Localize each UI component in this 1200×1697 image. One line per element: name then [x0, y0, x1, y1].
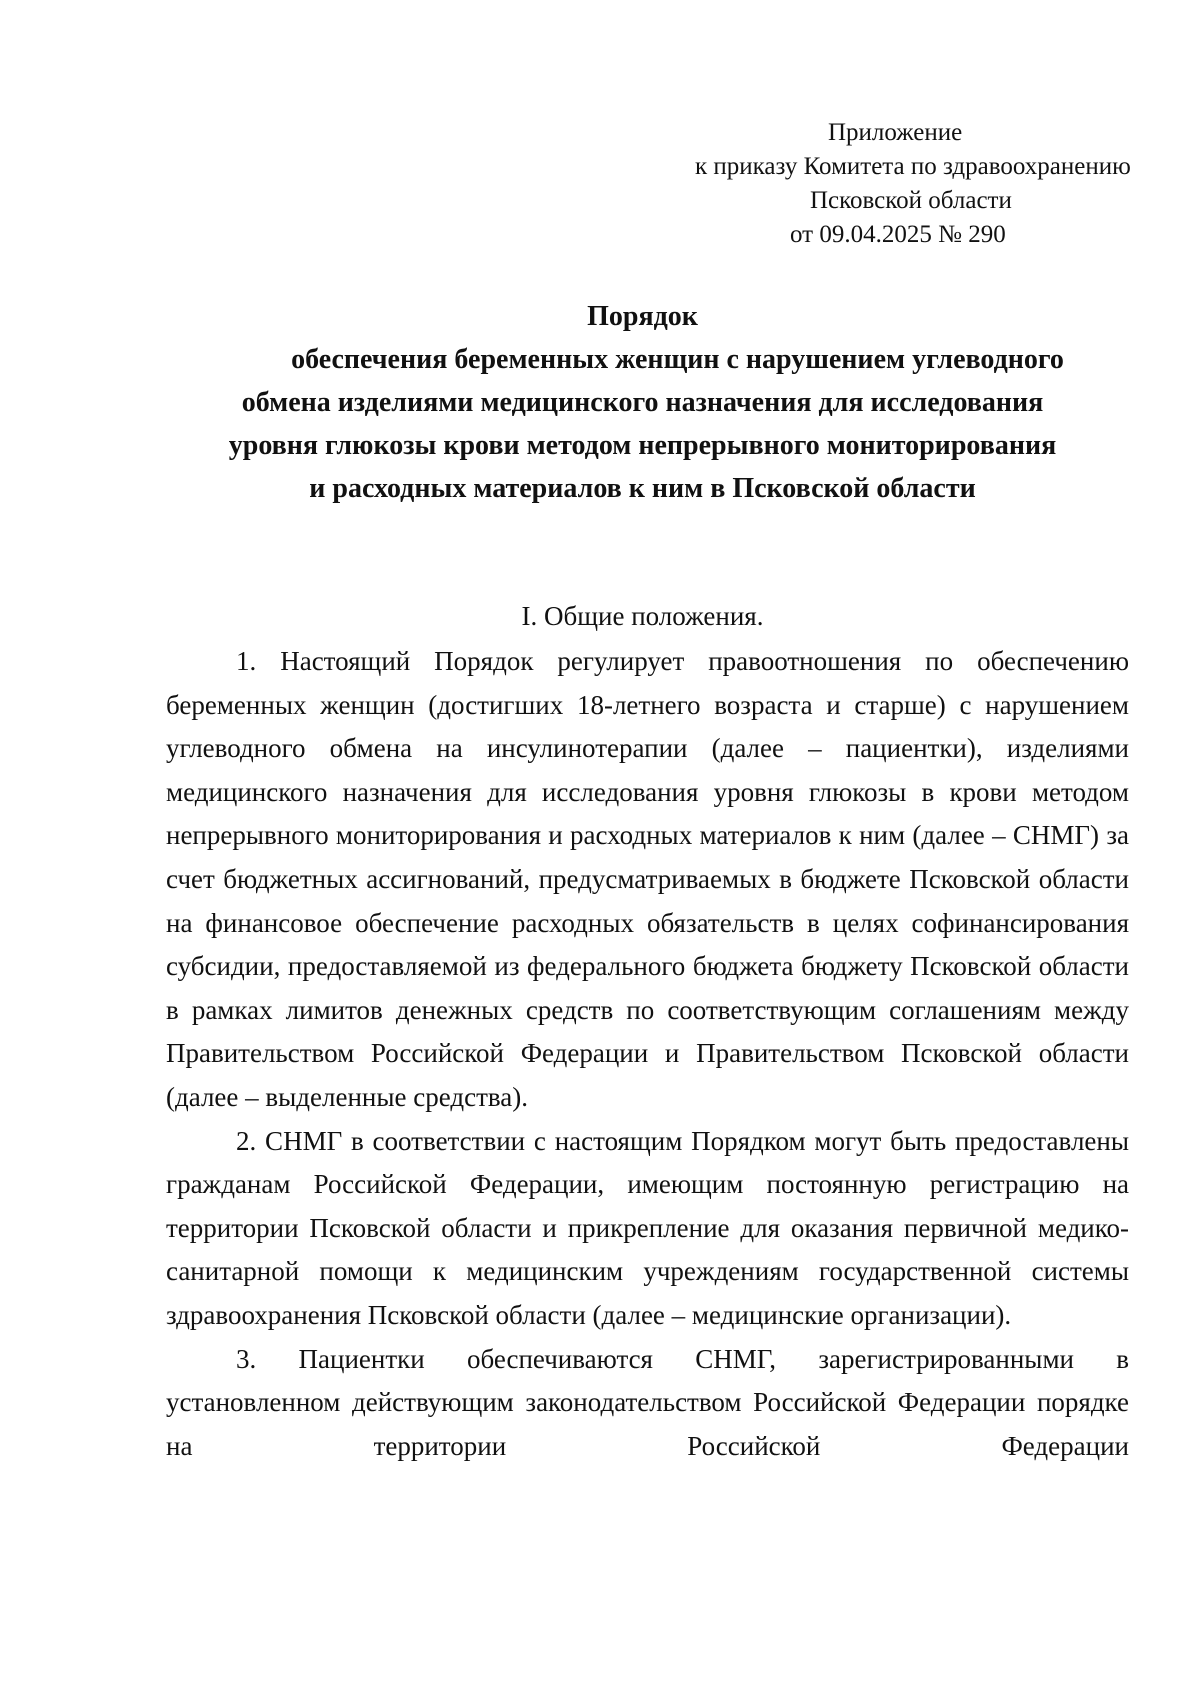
title-line-1: Порядок: [587, 301, 698, 332]
section-heading: I. Общие положения.: [521, 601, 764, 631]
title-line-2: обеспечения беременных женщин с нарушением углеводного: [291, 344, 1064, 375]
title-line-3: обмена изделиями медицинского назначения для исследования: [241, 387, 1044, 418]
document-title: [150, 295, 1135, 510]
appendix-order-reference: к приказу Комитета по здравоохранению: [695, 153, 1131, 180]
appendix-region: Псковской области: [810, 187, 1012, 214]
appendix-label: Приложение: [828, 119, 963, 146]
appendix-block: [640, 116, 1160, 252]
paragraph-1: 1. Настоящий Порядок регулирует правоотношения по обеспечению беременных женщин (достигших 18-летнего возраста и старше) с нарушением углеводного обмена на инсулинотерапии (далее – пациентки), изделиями медицинского назначения для исследования уровня глюкозы в крови методом непрерывного мониторирования и расходных материалов к ним (далее – СНМГ) за счет бюджетных ассигнований, предусматриваемых в бюджете Псковской области на финансовое обеспечение расходных обязательств в целях софинансирования субсидии, предоставляемой из федерального бюджета бюджету Псковской области в рамках лимитов денежных средств по соответствующим соглашениям между Правительством Российской Федерации и Правительством Псковской области (далее – выделенные средства).: [166, 646, 1129, 1112]
title-line-4: уровня глюкозы крови методом непрерывного мониторирования: [228, 430, 1057, 461]
paragraph-3: 3. Пациентки обеспечиваются СНМГ, зарегистрированными в установленном действующим законодательством Российской Федерации порядке на территории Российской Федерации: [166, 1343, 1129, 1461]
title-line-5: и расходных материалов к ним в Псковской области: [309, 473, 976, 504]
paragraph-2: 2. СНМГ в соответствии с настоящим Порядком могут быть предоставлены гражданам Российской Федерации, имеющим постоянную регистрацию на территории Псковской области и прикрепление для оказания первичной медико-санитарной помощи к медицинским учреждениям государственной системы здравоохранения Псковской области (далее – медицинские организации).: [166, 1125, 1129, 1330]
section-body: [166, 640, 1129, 1468]
appendix-date-number: от 09.04.2025 № 290: [790, 221, 1006, 248]
